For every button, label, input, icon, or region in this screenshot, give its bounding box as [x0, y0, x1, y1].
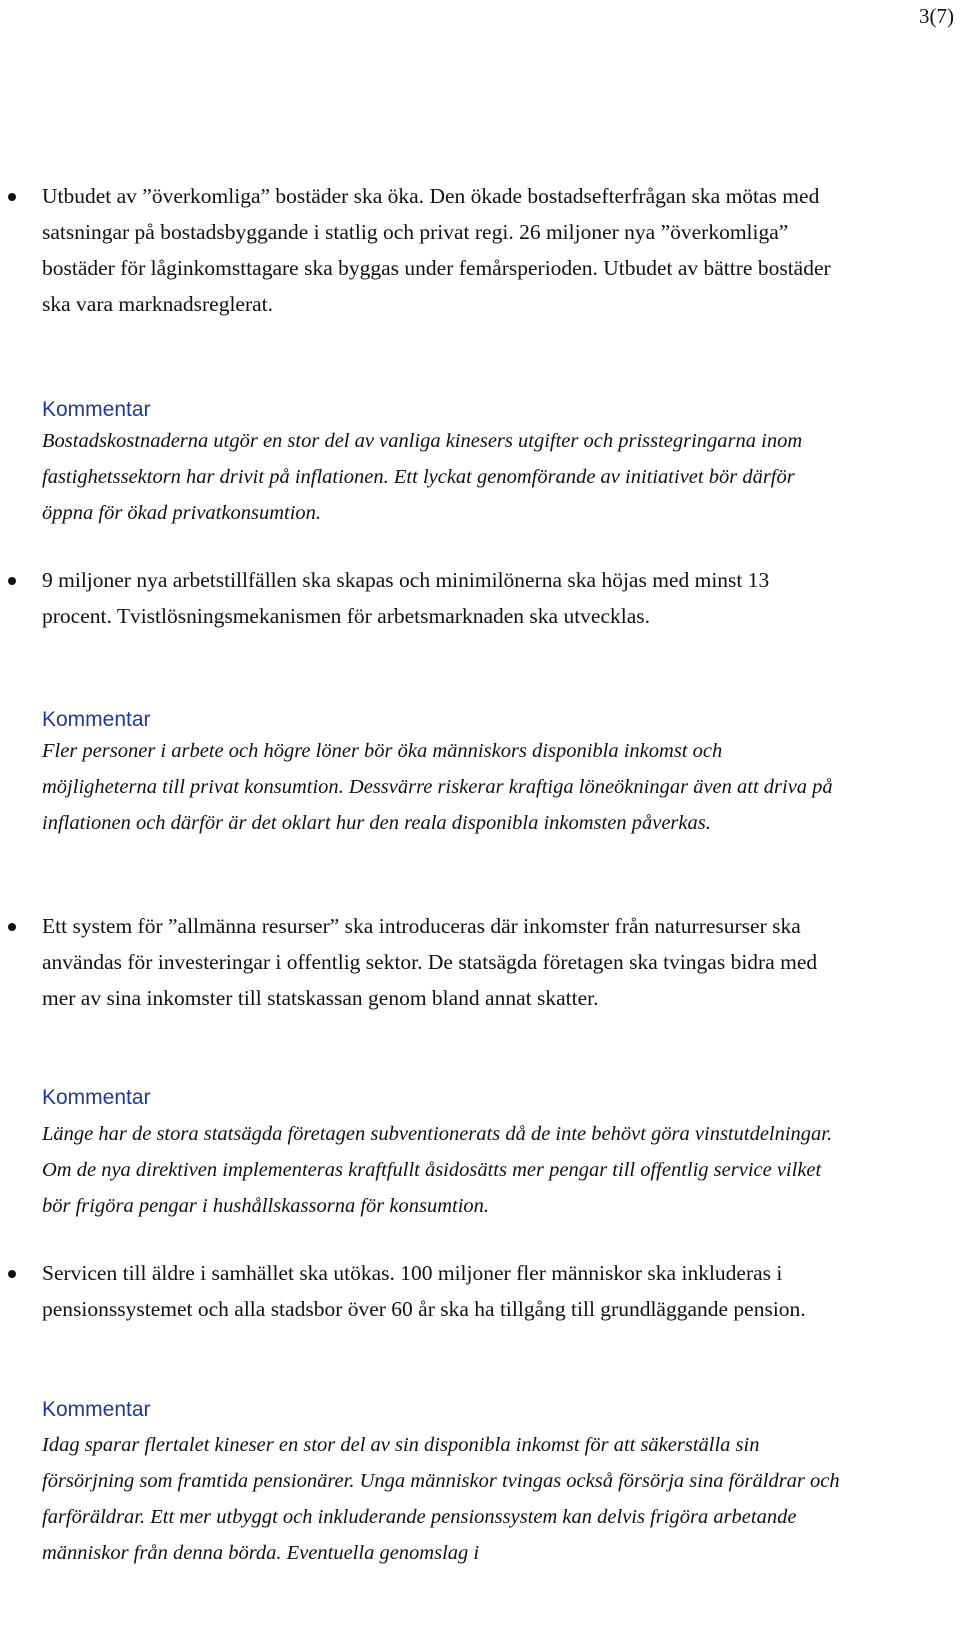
comment-heading: Kommentar [42, 1086, 151, 1109]
comment-text: Bostadskostnaderna utgör en stor del av vanliga kinesers utgifter och prisstegringarna inom fastighetssektorn har drivit på inflationen. Ett lyckat genomförande av initiativet bör därför öppna för ökad privatkonsumtion. [42, 430, 803, 524]
bullet-icon [8, 1270, 16, 1278]
comment-heading: Kommentar [42, 708, 151, 731]
bullet-text: Servicen till äldre i samhället ska utökas. 100 miljoner fler människor ska inkluderas i pensionssystemet och alla stadsbor över 60 år ska ha tillgång till grundläggande pension. [42, 1261, 806, 1321]
bullet-text: 9 miljoner nya arbetstillfällen ska skapas och minimilönerna ska höjas med minst 13 procent. Tvistlösningsmekanismen för arbetsmarknaden ska utvecklas. [42, 568, 770, 628]
comment-text: Länge har de stora statsägda företagen subventionerats då de inte behövt göra vinstutdelningar. Om de nya direktiven implementeras kraftfullt åsidosätts mer pengar till offentlig service vilket bör frigöra pengar i hushållskassorna för konsumtion. [42, 1123, 833, 1217]
comment-heading: Kommentar [42, 398, 151, 421]
comment-heading: Kommentar [42, 1398, 151, 1421]
list-item [42, 908, 842, 1016]
list-item [42, 178, 842, 322]
list-item [42, 1255, 842, 1327]
bullet-icon [8, 193, 16, 201]
bullet-icon [8, 923, 16, 931]
page-number: 3(7) [919, 4, 954, 28]
comment-text: Fler personer i arbete och högre löner bör öka människors disponibla inkomst och möjligheterna till privat konsumtion. Dessvärre riskerar kraftiga löneökningar även att driva på inflationen och därför är det oklart hur den reala disponibla inkomsten påverkas. [42, 740, 833, 834]
bullet-text: Utbudet av ”överkomliga” bostäder ska öka. Den ökade bostadsefterfrågan ska mötas med satsningar på bostadsbyggande i statlig och privat regi. 26 miljoner nya ”överkomliga” bostäder för låginkomsttagare ska byggas under femårsperioden. Utbudet av bättre bostäder ska vara marknadsreglerat. [42, 184, 831, 316]
list-item [42, 562, 842, 634]
bullet-icon [8, 577, 16, 585]
comment-text: Idag sparar flertalet kineser en stor del av sin disponibla inkomst för att säkerställa sin försörjning som framtida pensionärer. Unga människor tvingas också försörja sina föräldrar och farföräldrar. Ett mer utbyggt och inkluderande pensionssystem kan delvis frigöra arbetande människor från denna börda. Eventuella genomslag i [42, 1434, 840, 1564]
bullet-text: Ett system för ”allmänna resurser” ska introduceras där inkomster från naturresurser ska användas för investeringar i offentlig sektor. De statsägda företagen ska tvingas bidra med mer av sina inkomster till statskassan genom bland annat skatter. [42, 914, 818, 1010]
